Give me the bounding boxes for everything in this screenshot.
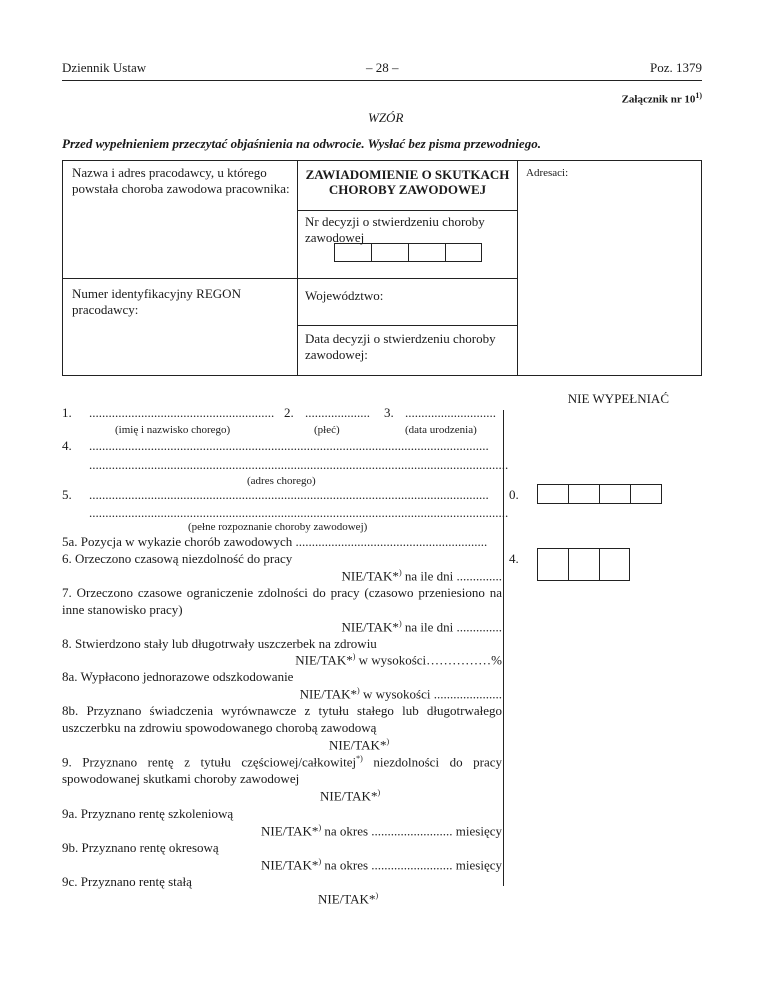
name-caption: (imię i nazwisko chorego) [115, 424, 231, 436]
divider [408, 243, 409, 262]
birthdate-caption: (data urodzenia) [405, 424, 477, 436]
item-8b-line2: uszczerbku na zdrowiu spowodowanego chorobą zawodową [62, 720, 377, 735]
address-dots-2[interactable]: ................................................................................................................................. [89, 457, 509, 472]
divider [297, 325, 517, 326]
birthdate-dots[interactable]: ............................ [405, 405, 496, 420]
field-number-1: 1. [62, 405, 72, 420]
decision-date-label: Data decyzji o stwierdzeniu choroby zawodowej: [305, 331, 496, 362]
item-6-answer[interactable]: NIE/TAK*) na ile dni .............. [341, 568, 502, 584]
item-6: 6. Orzeczono czasową niezdolność do pracy [62, 551, 293, 566]
code-label-4: 4. [509, 551, 519, 566]
voivodeship-label: Województwo: [305, 288, 384, 303]
diagnosis-dots-1[interactable]: ........................................................................................................................... [89, 487, 489, 502]
divider [568, 484, 569, 504]
wzor-label: WZÓR [368, 110, 404, 125]
field-number-3: 3. [384, 405, 394, 420]
header-journal: Dziennik Ustaw [62, 60, 147, 75]
item-9-answer[interactable]: NIE/TAK*) [320, 788, 381, 804]
divider [517, 160, 518, 376]
divider [371, 243, 372, 262]
item-7-answer[interactable]: NIE/TAK*) na ile dni .............. [341, 619, 502, 635]
header-page-number: – 28 – [366, 60, 399, 75]
field-number-2: 2. [284, 405, 294, 420]
address-dots-1[interactable]: ........................................................................................................................... [89, 438, 489, 453]
field-number-4: 4. [62, 438, 72, 453]
divider [297, 160, 298, 376]
diagnosis-caption: (pełne rozpoznanie choroby zawodowej) [188, 521, 368, 533]
diagnosis-dots-2[interactable]: ................................................................................................................................. [89, 505, 509, 520]
item-7-line1: 7. Orzeczono czasowe ograniczenie zdolności do pracy (czasowo przeniesiono na [62, 585, 502, 600]
divider [599, 484, 600, 504]
form-title-line2: CHOROBY ZAWODOWEJ [328, 182, 487, 197]
item-5a: 5a. Pozycja w wykazie chorób zawodowych ........................................................... [62, 534, 488, 549]
code-label-0: 0. [509, 487, 519, 502]
item-8-answer[interactable]: NIE/TAK*) w wysokości……………% [295, 652, 502, 668]
header-rule [62, 80, 702, 81]
item-8b-line1: 8b. Przyznano świadczenia wyrównawcze z tytułu stałego lub długotrwałego [62, 703, 502, 718]
item-8a: 8a. Wypłacono jednorazowe odszkodowanie [62, 669, 294, 684]
item-8b-answer[interactable]: NIE/TAK*) [329, 737, 390, 753]
divider [62, 278, 517, 279]
annex-label: Załącznik nr 10$^{1)}$ [621, 91, 702, 106]
coding-column-rule [503, 410, 504, 886]
address-caption: (adres chorego) [247, 475, 316, 487]
item-9a: 9a. Przyznano rentę szkoleniową [62, 806, 234, 821]
item-9-line2: spowodowanej skutkami choroby zawodowej [62, 771, 300, 786]
item-8a-answer[interactable]: NIE/TAK*) w wysokości ..................... [299, 686, 502, 702]
code-boxes-4[interactable] [537, 548, 630, 581]
regon-label: Numer identyfikacyjny REGON pracodawcy: [72, 286, 241, 317]
item-9b-answer[interactable]: NIE/TAK*) na okres ......................... miesięcy [260, 857, 502, 873]
decision-number-label: Nr decyzji o stwierdzeniu choroby zawodowej [305, 214, 485, 245]
divider [297, 210, 517, 211]
item-9a-answer[interactable]: NIE/TAK*) na okres ......................... miesięcy [260, 823, 502, 839]
employer-name-label: Nazwa i adres pracodawcy, u którego powstała choroba zawodowa pracownika: [72, 165, 290, 196]
item-9c: 9c. Przyznano rentę stałą [62, 874, 192, 889]
item-9-line1: 9. Przyznano rentę z tytułu częściowej/całkowitej*) niezdolności do pracy [62, 754, 503, 770]
item-9c-answer[interactable]: NIE/TAK*) [318, 891, 379, 907]
sex-dots[interactable]: .................... [305, 405, 370, 420]
name-dots[interactable]: ......................................................... [89, 405, 275, 420]
item-9b: 9b. Przyznano rentę okresową [62, 840, 219, 855]
field-number-5: 5. [62, 487, 72, 502]
sex-caption: (płeć) [314, 424, 340, 436]
do-not-fill-label: NIE WYPEŁNIAĆ [567, 391, 669, 406]
form-title-line1: ZAWIADOMIENIE O SKUTKACH [305, 167, 510, 182]
divider [630, 484, 631, 504]
item-7-line2: inne stanowisko pracy) [62, 602, 183, 617]
addressees-label: Adresaci: [526, 167, 569, 179]
divider [599, 548, 600, 581]
divider [445, 243, 446, 262]
divider [568, 548, 569, 581]
header-position: Poz. 1379 [650, 60, 702, 75]
instruction-text: Przed wypełnieniem przeczytać objaśnienia na odwrocie. Wysłać bez pisma przewodniego. [62, 136, 541, 151]
item-8: 8. Stwierdzono stały lub długotrwały uszczerbek na zdrowiu [62, 636, 377, 651]
